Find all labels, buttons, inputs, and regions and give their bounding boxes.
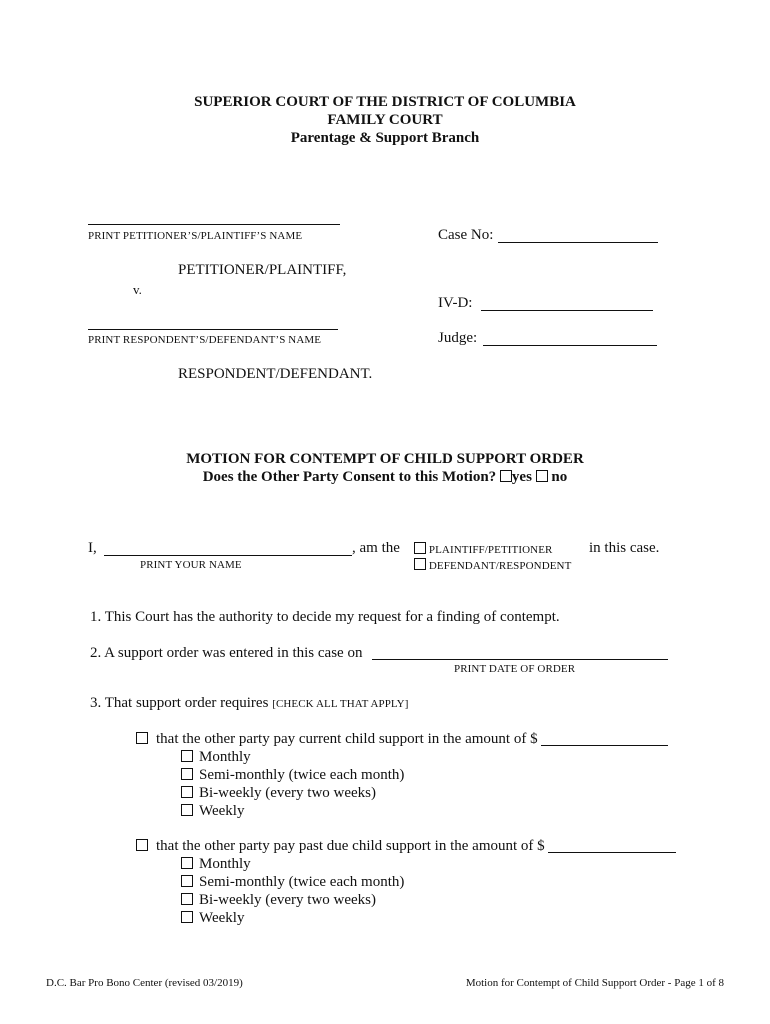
plaintiff-option[interactable] [414,542,552,556]
party-prefix: I, [88,540,97,556]
past-due-support-option[interactable] [136,838,545,855]
past-due-amount-field[interactable] [548,852,676,853]
defendant-option[interactable] [414,558,571,572]
current-biweekly-checkbox[interactable] [181,786,193,798]
current-weekly-checkbox[interactable] [181,804,193,816]
your-name-field[interactable] [104,555,352,556]
consent-question: Does the Other Party Consent to this Motion? [202,469,497,485]
past-biweekly-label: Bi-weekly (every two weeks) [199,892,377,908]
current-freq-weekly[interactable] [181,803,244,820]
petitioner-name-label: PRINT PETITIONER’S/PLAINTIFF’S NAME [88,230,303,242]
past-freq-semimonthly[interactable] [181,874,404,891]
past-due-support-text: that the other party pay past due child support in the amount of $ [156,838,545,854]
respondent-name-field[interactable] [88,329,338,330]
current-support-amount-field[interactable] [541,745,668,746]
current-monthly-label: Monthly [199,749,251,765]
current-biweekly-label: Bi-weekly (every two weeks) [199,785,377,801]
judge-label: Judge: [438,330,478,346]
past-freq-biweekly[interactable] [181,892,376,909]
court-branch: Parentage & Support Branch [290,130,480,146]
footer-left: D.C. Bar Pro Bono Center (revised 03/2019) [46,977,243,989]
court-name: SUPERIOR COURT OF THE DISTRICT OF COLUMBIA [194,94,576,110]
past-weekly-label: Weekly [199,910,245,926]
current-monthly-checkbox[interactable] [181,750,193,762]
defendant-checkbox[interactable] [414,558,426,570]
item-1: 1. This Court has the authority to decide my request for a finding of contempt. [90,609,560,625]
current-support-checkbox[interactable] [136,732,148,744]
current-freq-monthly[interactable] [181,749,251,766]
current-weekly-label: Weekly [199,803,245,819]
your-name-label: PRINT YOUR NAME [140,559,242,571]
petitioner-role: PETITIONER/PLAINTIFF, [178,262,347,278]
item-2: 2. A support order was entered in this case on [90,645,363,661]
consent-row [0,469,770,486]
item-3-note: [CHECK ALL THAT APPLY] [272,698,409,710]
judge-field[interactable] [483,345,657,346]
respondent-role: RESPONDENT/DEFENDANT. [178,366,373,382]
past-weekly-checkbox[interactable] [181,911,193,923]
current-support-option[interactable] [136,731,538,748]
party-am-the: , am the [352,540,400,556]
case-no-label: Case No: [438,227,494,243]
past-freq-weekly[interactable] [181,910,244,927]
party-suffix: in this case. [589,540,660,556]
current-semimonthly-label: Semi-monthly (twice each month) [199,767,405,783]
motion-title: MOTION FOR CONTEMPT OF CHILD SUPPORT ORDER [186,451,584,467]
item-3 [90,695,408,712]
plaintiff-label: PLAINTIFF/PETITIONER [428,544,553,556]
consent-yes-label: yes [511,469,532,485]
past-monthly-checkbox[interactable] [181,857,193,869]
current-freq-semimonthly[interactable] [181,767,404,784]
petitioner-name-field[interactable] [88,224,340,225]
case-no-field[interactable] [498,242,658,243]
item-3-text: 3. That support order requires [90,695,269,711]
consent-no-checkbox[interactable] [536,470,548,482]
current-support-text: that the other party pay current child support in the amount of $ [156,731,538,747]
court-division: FAMILY COURT [327,112,443,128]
plaintiff-checkbox[interactable] [414,542,426,554]
past-semimonthly-checkbox[interactable] [181,875,193,887]
past-due-support-checkbox[interactable] [136,839,148,851]
ivd-field[interactable] [481,310,653,311]
past-semimonthly-label: Semi-monthly (twice each month) [199,874,405,890]
current-freq-biweekly[interactable] [181,785,376,802]
footer-right: Motion for Contempt of Child Support Order - Page 1 of 8 [465,977,724,989]
ivd-label: IV-D: [438,295,473,311]
past-biweekly-checkbox[interactable] [181,893,193,905]
consent-yes-checkbox[interactable] [500,470,512,482]
respondent-name-label: PRINT RESPONDENT’S/DEFENDANT’S NAME [88,334,322,346]
versus: v. [133,282,142,297]
past-monthly-label: Monthly [199,856,251,872]
order-date-field[interactable] [372,659,668,660]
consent-no-label: no [551,469,568,485]
past-freq-monthly[interactable] [181,856,251,873]
order-date-label: PRINT DATE OF ORDER [454,663,576,675]
defendant-label: DEFENDANT/RESPONDENT [428,560,572,572]
current-semimonthly-checkbox[interactable] [181,768,193,780]
